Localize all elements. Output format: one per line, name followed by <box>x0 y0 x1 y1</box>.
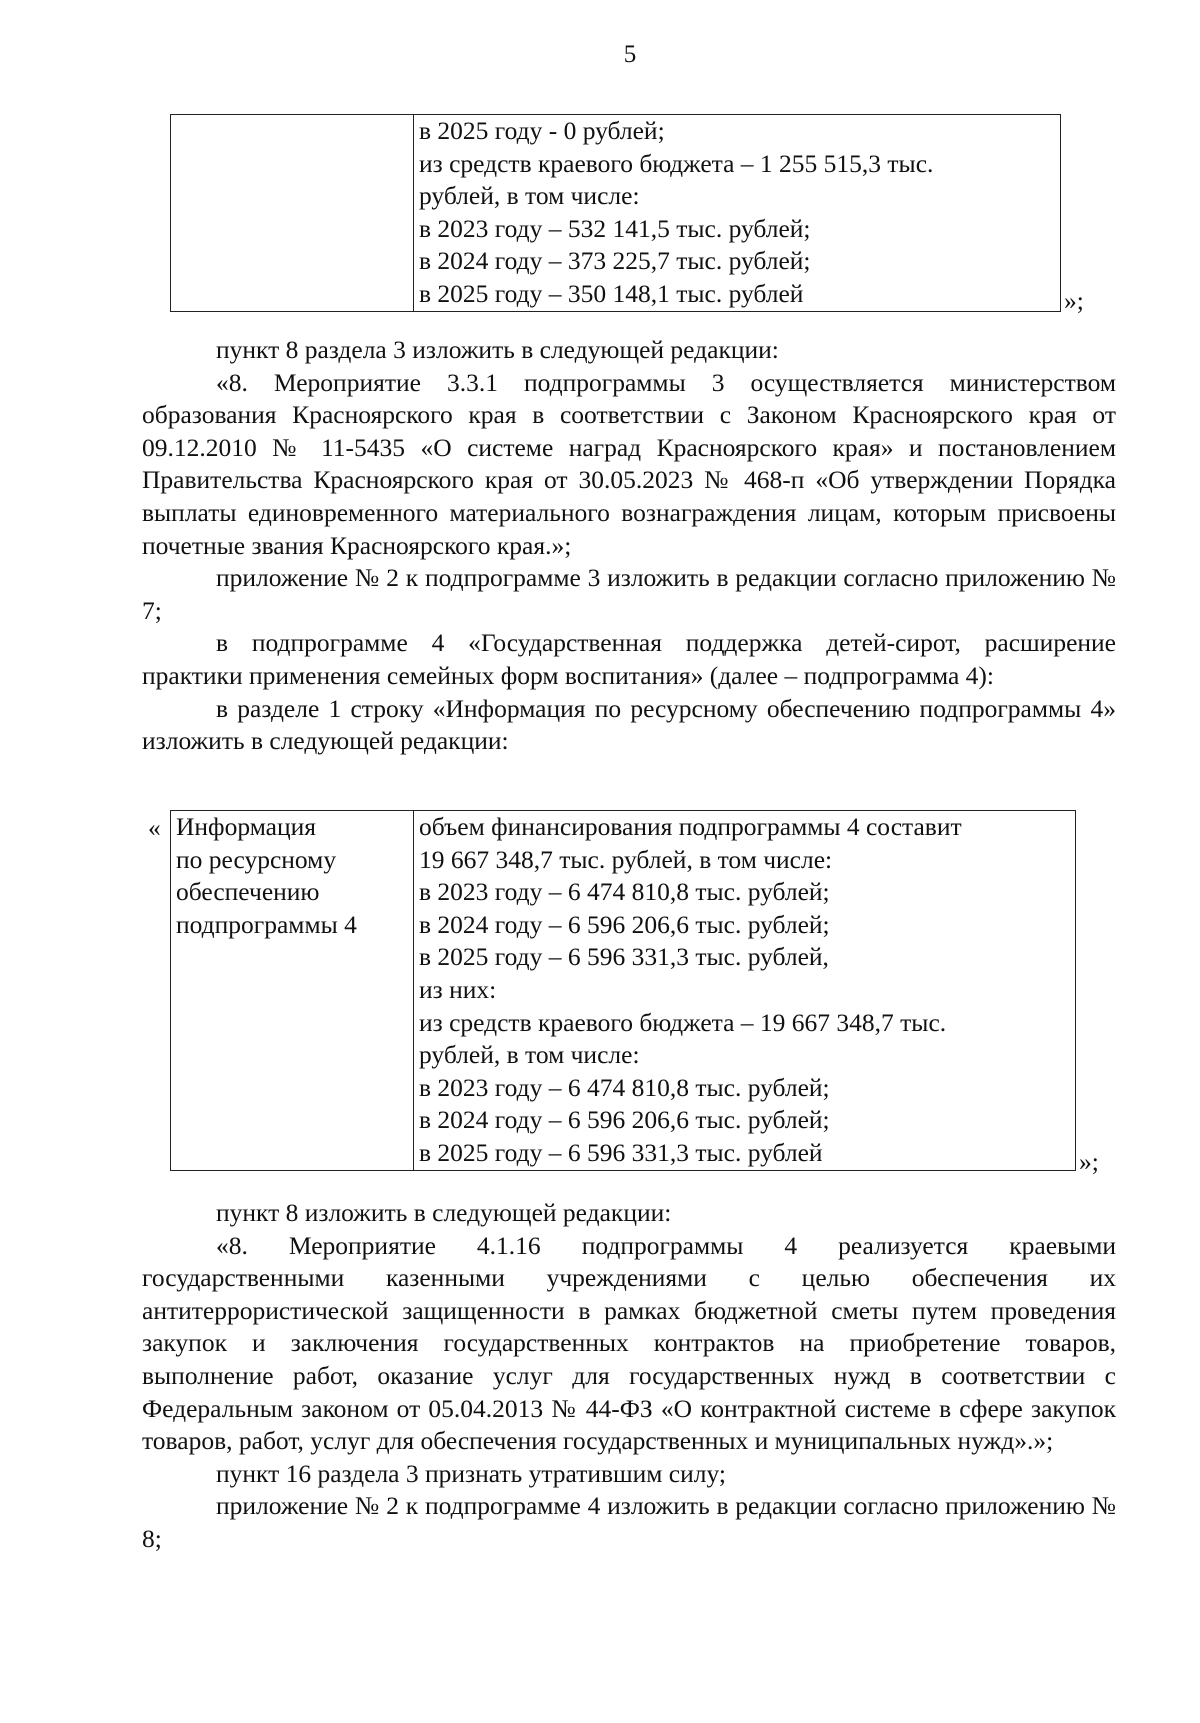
paragraph: пункт 8 раздела 3 изложить в следующей редакции: <box>216 335 779 364</box>
table-line: в 2023 году – 532 141,5 тыс. рублей; <box>419 213 811 243</box>
amendment-text-section-2 <box>142 1197 1116 1556</box>
closing-quote: »; <box>1064 286 1084 315</box>
paragraph: приложение № 2 к подпрограмме 4 изложить в редакции согласно приложению № 8; <box>142 1491 1116 1553</box>
table-line: 19 667 348,7 тыс. рублей, в том числе: <box>419 844 833 874</box>
table-line: из них: <box>419 974 497 1004</box>
table-line: рублей, в том числе: <box>419 181 640 211</box>
table-cell-right <box>414 811 1076 1171</box>
table-line: рублей, в том числе: <box>419 1040 640 1070</box>
table-row <box>171 811 1076 1171</box>
funding-table-subprogram-4 <box>170 810 1076 1171</box>
paragraph: пункт 8 изложить в следующей редакции: <box>216 1198 672 1227</box>
table-line: из средств краевого бюджета – 19 667 348,7 тыс. <box>419 1007 947 1037</box>
amendment-text-section-1 <box>142 334 1116 758</box>
table-line: обеспечению <box>176 877 320 907</box>
paragraph: в подпрограмме 4 «Государственная поддержка детей-сирот, расширение практики применения семейных форм воспитания» (далее – подпрограмма 4): <box>142 628 1116 690</box>
table-row <box>171 115 1061 312</box>
table-line: в 2025 году - 0 рублей; <box>419 116 665 145</box>
opening-quote: « <box>148 813 161 842</box>
table-cell-right <box>414 115 1061 312</box>
table-line: в 2024 году – 373 225,7 тыс. рублей; <box>419 246 811 276</box>
table-line: в 2023 году – 6 474 810,8 тыс. рублей; <box>419 877 830 907</box>
closing-quote: »; <box>1079 1147 1099 1176</box>
table-line: в 2025 году – 6 596 331,3 тыс. рублей, <box>419 942 829 972</box>
page-number: 5 <box>623 41 637 68</box>
table-cell-left <box>171 115 414 312</box>
table-line: объем финансирования подпрограммы 4 составит <box>419 812 962 841</box>
table-line: в 2025 году – 6 596 331,3 тыс. рублей <box>419 1137 823 1167</box>
table-line: в 2024 году – 6 596 206,6 тыс. рублей; <box>419 1105 830 1135</box>
paragraph: «8. Мероприятие 3.3.1 подпрограммы 3 осуществляется министерством образования Красноярского края в соответствии с Законом Красноярского края от 09.12.2010 № 11-5435 «О системе наград Красноярского края» и постановлением Правительства Красноярского края от 30.05.2023 № 468-п «Об утверждении Порядка выплаты единовременного материального вознаграждения лицам, которым присвоены почетные звания Красноярского края.»; <box>142 367 1116 560</box>
table-cell-left <box>171 811 414 1171</box>
funding-table-subprogram-3 <box>170 114 1061 312</box>
table-line: подпрограммы 4 <box>176 909 357 939</box>
table-line: в 2023 году – 6 474 810,8 тыс. рублей; <box>419 1072 830 1102</box>
paragraph: приложение № 2 к подпрограмме 3 изложить в редакции согласно приложению № 7; <box>142 563 1116 625</box>
paragraph: в разделе 1 строку «Информация по ресурсному обеспечению подпрограммы 4» изложить в следующей редакции: <box>142 693 1116 756</box>
table-line: по ресурсному <box>176 844 337 874</box>
table-line: в 2025 году – 350 148,1 тыс. рублей <box>419 278 804 308</box>
table-line: в 2024 году – 6 596 206,6 тыс. рублей; <box>419 909 830 939</box>
table-line: Информация <box>176 812 317 841</box>
paragraph: пункт 16 раздела 3 признать утратившим силу; <box>216 1458 726 1488</box>
table-line: из средств краевого бюджета – 1 255 515,3 тыс. <box>419 148 934 178</box>
paragraph: «8. Мероприятие 4.1.16 подпрограммы 4 реализуется краевыми государственными казенными учреждениями с целью обеспечения их антитеррористической защищенности в рамках бюджетной сметы путем проведения закупок и заключения государственных контрактов на приобретение товаров, выполнение работ, оказание услуг для государственных нужд в соответствии с Федеральным законом от 05.04.2013 № 44-ФЗ «О контрактной системе в сфере закупок товаров, работ, услуг для обеспечения государственных и муниципальных нужд».»; <box>142 1230 1116 1456</box>
